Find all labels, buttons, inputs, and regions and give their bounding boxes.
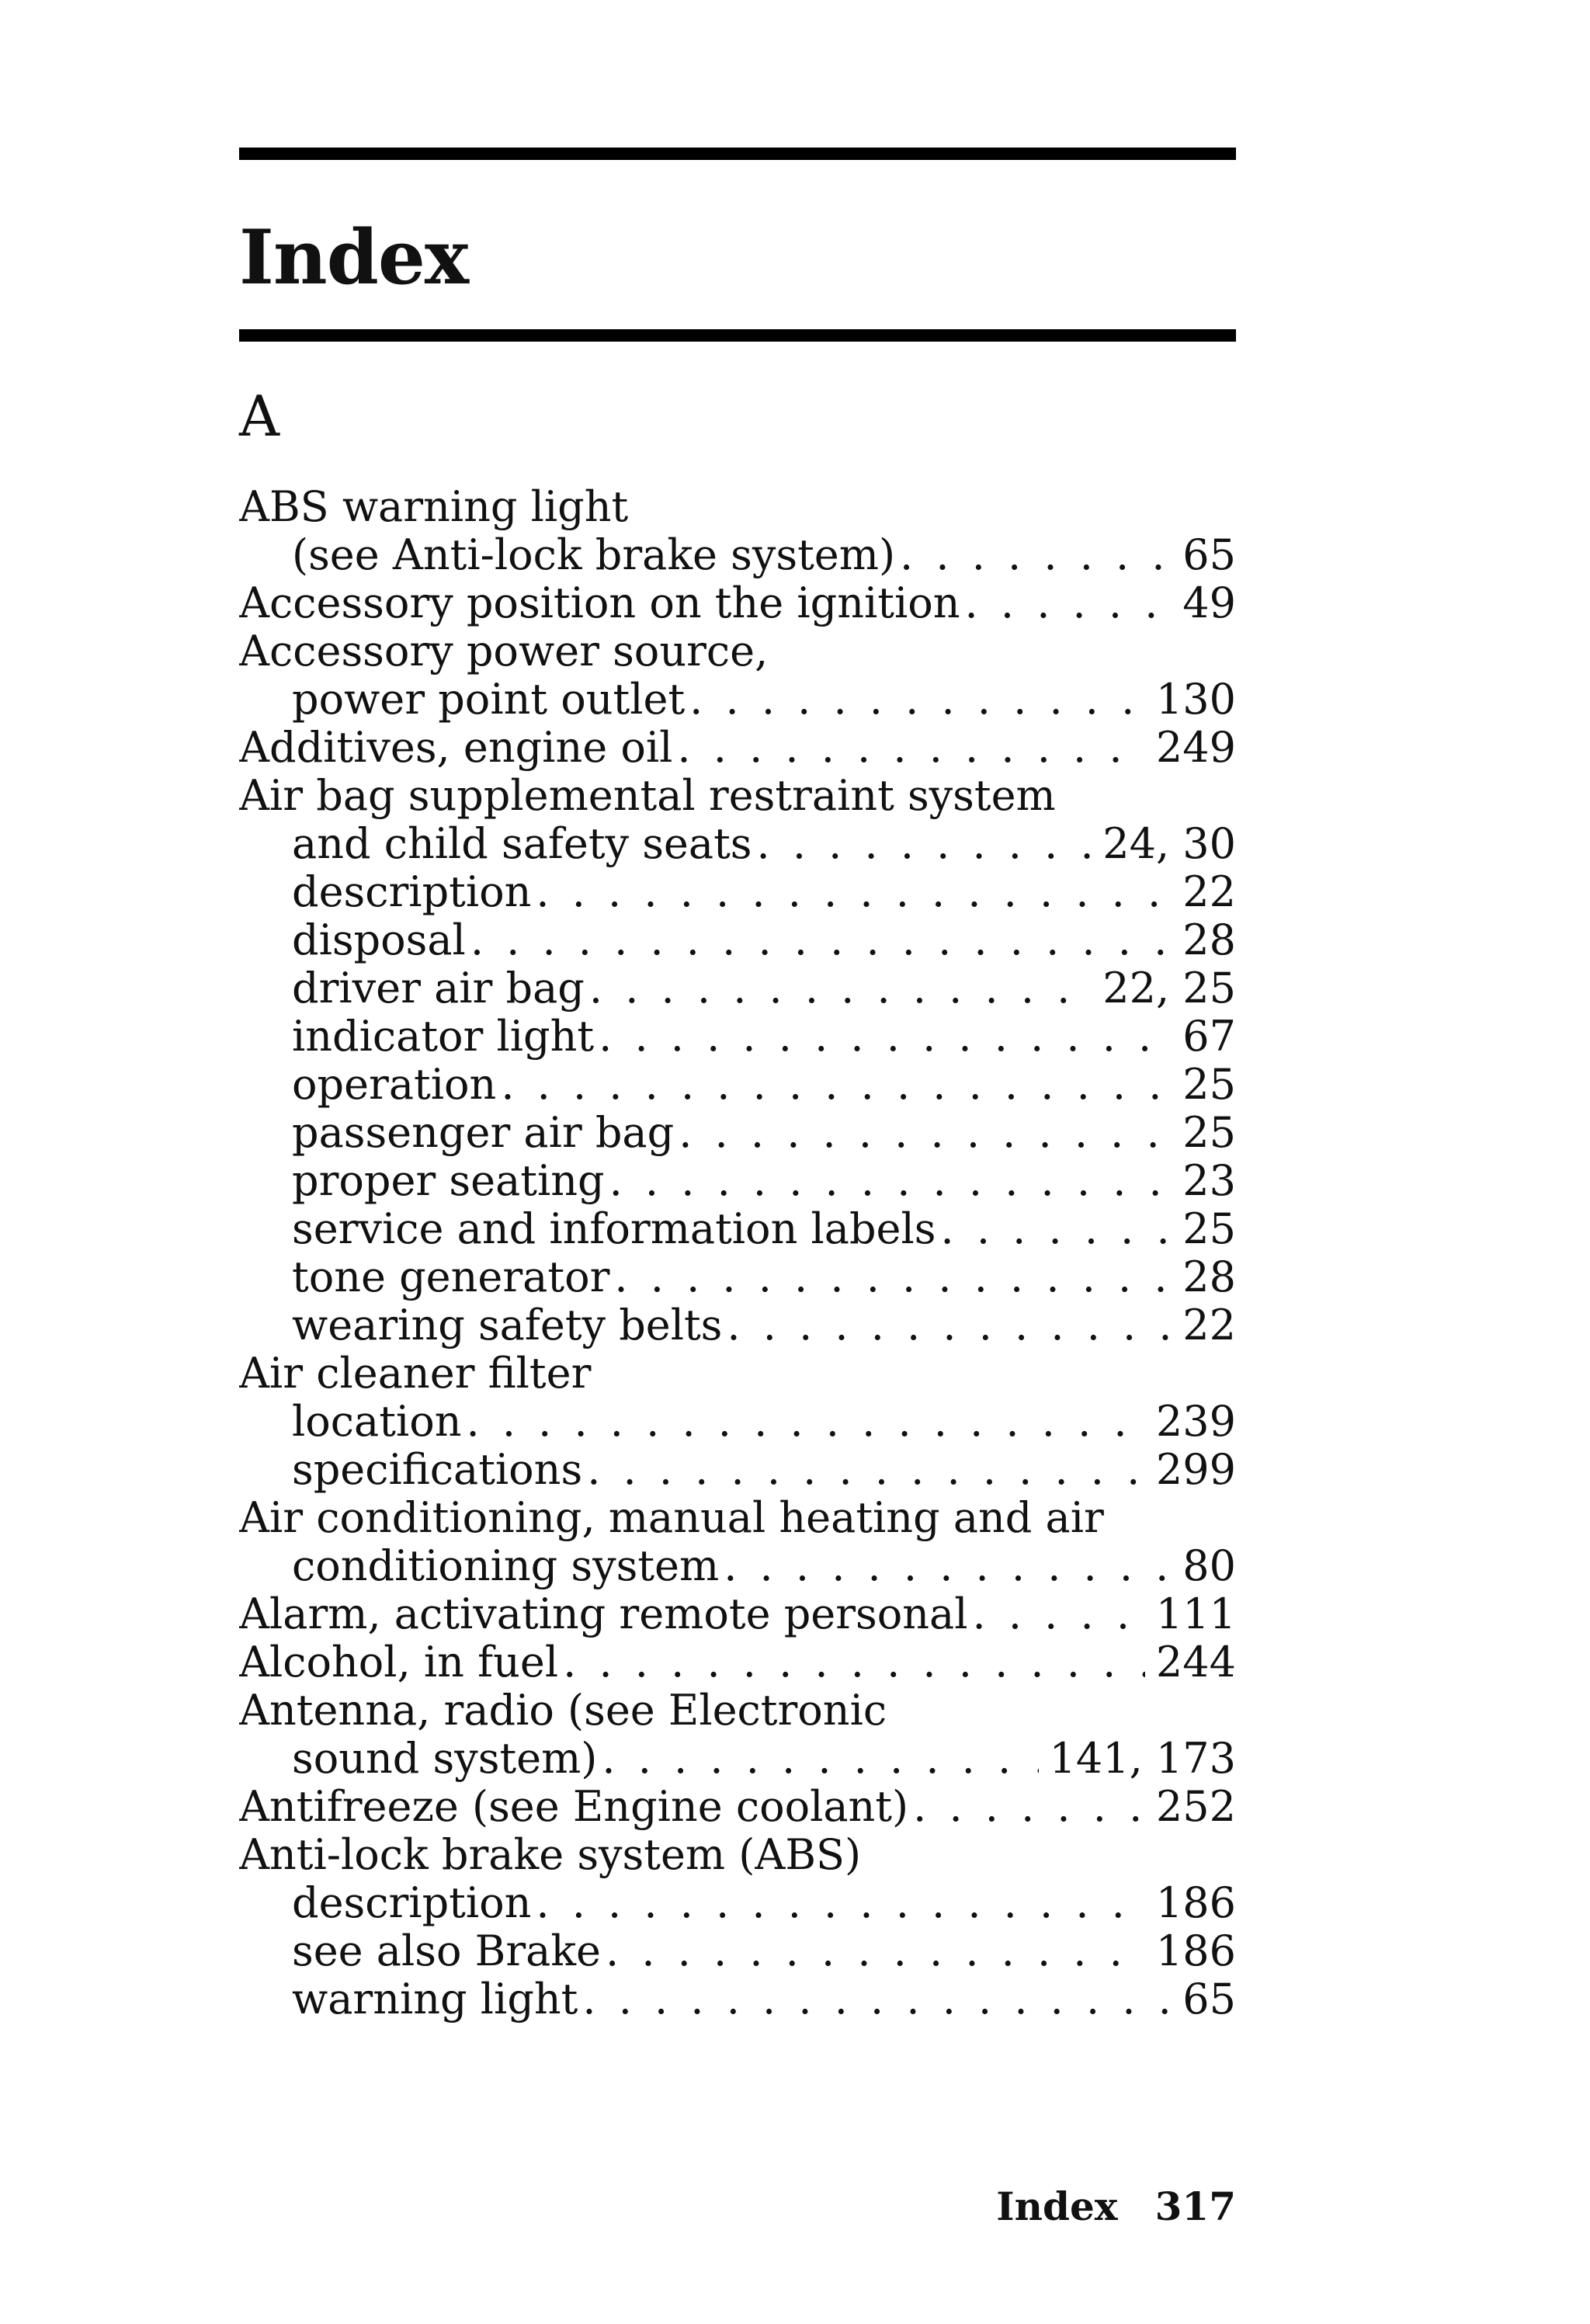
index-entry-text: passenger air bag	[292, 1109, 675, 1157]
index-entry-text: location	[292, 1398, 462, 1446]
index-entry-page: 23	[1182, 1157, 1236, 1205]
dot-leader	[496, 1061, 1172, 1109]
dot-leader	[936, 1205, 1172, 1253]
index-entry-text: service and information labels	[292, 1205, 936, 1253]
index-entry	[239, 772, 1236, 820]
index-entry	[239, 1783, 1236, 1831]
page-title: Index	[239, 214, 469, 301]
index-entry-page: 25	[1182, 1061, 1236, 1109]
index-entry	[239, 1542, 1236, 1590]
index-entry-text: sound system)	[292, 1735, 598, 1783]
dot-leader	[531, 1879, 1145, 1927]
index-entry	[239, 1975, 1236, 2024]
dot-leader	[968, 1590, 1145, 1638]
index-entry	[239, 627, 1236, 676]
dot-leader	[578, 1975, 1172, 2024]
index-entry-page: 186	[1155, 1879, 1236, 1927]
section-letter: A	[239, 384, 279, 449]
index-entry-text: disposal	[292, 916, 466, 964]
index-entry-text: Accessory power source,	[239, 627, 769, 676]
index-entry-page: 65	[1182, 531, 1236, 579]
dot-leader	[594, 1013, 1172, 1061]
index-entry	[239, 820, 1236, 868]
index-entry	[239, 483, 1236, 531]
index-entry-text: ABS warning light	[239, 483, 629, 531]
index-entry-page: 25	[1182, 1205, 1236, 1253]
dot-leader	[601, 1927, 1145, 1975]
index-entry	[239, 916, 1236, 964]
index-entry	[239, 1350, 1236, 1398]
dot-leader	[685, 676, 1145, 724]
index-entry-text: Air conditioning, manual heating and air	[239, 1494, 1104, 1542]
index-entry	[239, 531, 1236, 579]
index-entry-text: proper seating	[292, 1157, 605, 1205]
index-entry-text: see also Brake	[292, 1927, 602, 1975]
index-entry	[239, 1735, 1236, 1783]
index-entry-text: Anti-lock brake system (ABS)	[239, 1831, 862, 1879]
index-entry-page: 130	[1155, 676, 1236, 724]
index-entry-page: 111	[1155, 1590, 1236, 1638]
index-entry	[239, 1061, 1236, 1109]
index-entry-page: 28	[1182, 916, 1236, 964]
index-entry-page: 28	[1182, 1253, 1236, 1301]
dot-leader	[672, 724, 1145, 772]
dot-leader	[461, 1398, 1144, 1446]
index-entry-text: conditioning system	[292, 1542, 720, 1590]
index-entry	[239, 1494, 1236, 1542]
index-entry-text: warning light	[292, 1975, 578, 2024]
index-entry-page: 67	[1182, 1013, 1236, 1061]
index-entry-text: Alarm, activating remote personal	[239, 1590, 968, 1638]
index-entry-page: 186	[1155, 1927, 1236, 1975]
index-entry-text: Air cleaner filter	[239, 1350, 592, 1398]
index-entry	[239, 1205, 1236, 1253]
index-entry-text: Accessory position on the ignition	[239, 579, 960, 627]
dot-leader	[752, 820, 1092, 868]
dot-leader	[719, 1542, 1172, 1590]
index-entry-text: driver air bag	[292, 964, 585, 1013]
index-entry-page: 244	[1155, 1638, 1236, 1687]
index-entry-text: Antifreeze (see Engine coolant)	[239, 1783, 909, 1831]
index-entry	[239, 1013, 1236, 1061]
index-entry-page: 239	[1155, 1398, 1236, 1446]
index-entries	[239, 483, 1236, 2024]
index-entry-text: wearing safety belts	[292, 1301, 723, 1350]
index-entry	[239, 1157, 1236, 1205]
index-entry-text: operation	[292, 1061, 497, 1109]
index-entry	[239, 724, 1236, 772]
index-page	[239, 0, 1236, 2024]
dot-leader	[466, 916, 1172, 964]
title-rule	[239, 329, 1236, 342]
index-entry-text: Air bag supplemental restraint system	[239, 772, 1056, 820]
index-entry-page: 299	[1155, 1446, 1236, 1494]
index-entry	[239, 1446, 1236, 1494]
page-footer	[996, 2183, 1236, 2229]
dot-leader	[960, 579, 1172, 627]
index-entry-text: indicator light	[292, 1013, 595, 1061]
index-entry-text: specifications	[292, 1446, 583, 1494]
index-entry	[239, 1398, 1236, 1446]
index-entry-text: Alcohol, in fuel	[239, 1638, 559, 1687]
dot-leader	[895, 531, 1172, 579]
dot-leader	[908, 1783, 1145, 1831]
index-entry	[239, 1831, 1236, 1879]
index-entry-page: 22	[1182, 868, 1236, 916]
index-entry	[239, 1109, 1236, 1157]
index-entry	[239, 1687, 1236, 1735]
index-entry	[239, 579, 1236, 627]
index-entry-text: Antenna, radio (see Electronic	[239, 1687, 887, 1735]
index-entry-text: tone generator	[292, 1253, 610, 1301]
dot-leader	[674, 1109, 1172, 1157]
dot-leader	[531, 868, 1172, 916]
index-entry-page: 249	[1155, 724, 1236, 772]
dot-leader	[582, 1446, 1145, 1494]
index-entry-text: and child safety seats	[292, 820, 752, 868]
index-entry	[239, 964, 1236, 1013]
index-entry	[239, 1879, 1236, 1927]
index-entry	[239, 1253, 1236, 1301]
index-entry-page: 22, 25	[1102, 964, 1236, 1013]
index-entry	[239, 1638, 1236, 1687]
index-entry-page: 25	[1182, 1109, 1236, 1157]
index-entry	[239, 676, 1236, 724]
index-entry	[239, 1590, 1236, 1638]
index-entry	[239, 1927, 1236, 1975]
dot-leader	[722, 1301, 1172, 1350]
dot-leader	[609, 1253, 1172, 1301]
index-entry-page: 24, 30	[1102, 820, 1236, 868]
index-entry-page: 252	[1155, 1783, 1236, 1831]
dot-leader	[558, 1638, 1145, 1687]
footer-label: Index	[996, 2183, 1118, 2229]
index-entry-text: description	[292, 868, 532, 916]
index-entry-page: 22	[1182, 1301, 1236, 1350]
index-entry-text: (see Anti-lock brake system)	[292, 531, 896, 579]
index-entry-page: 141, 173	[1049, 1735, 1236, 1783]
dot-leader	[597, 1735, 1038, 1783]
footer-page-number: 317	[1154, 2183, 1236, 2229]
index-entry	[239, 1301, 1236, 1350]
index-entry	[239, 868, 1236, 916]
dot-leader	[605, 1157, 1172, 1205]
index-entry-text: description	[292, 1879, 532, 1927]
dot-leader	[585, 964, 1092, 1013]
index-entry-text: power point outlet	[292, 676, 686, 724]
top-rule	[239, 148, 1236, 160]
index-entry-page: 65	[1182, 1975, 1236, 2024]
index-entry-page: 49	[1182, 579, 1236, 627]
index-entry-text: Additives, engine oil	[239, 724, 673, 772]
index-entry-page: 80	[1182, 1542, 1236, 1590]
